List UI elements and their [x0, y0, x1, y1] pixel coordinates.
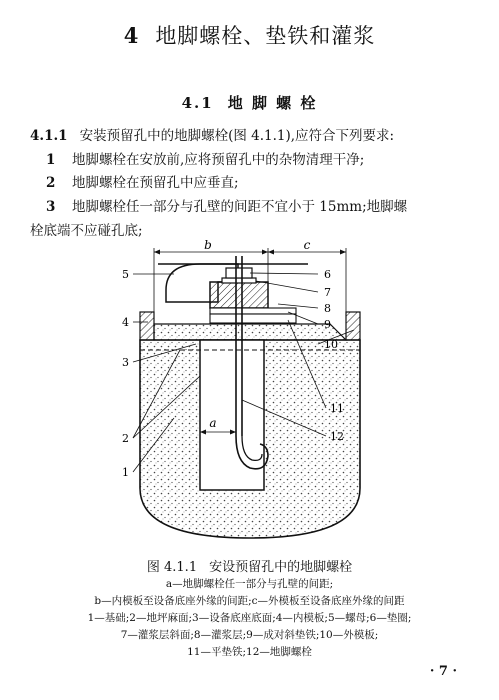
figure-caption-title — [0, 556, 499, 575]
callout-2: 2 — [122, 432, 129, 445]
callout-4: 4 — [122, 316, 129, 329]
list-item — [46, 198, 470, 217]
dimension-label-c: c — [303, 240, 311, 252]
callout-10: 10 — [324, 338, 338, 351]
item-text: 地脚螺栓在预留孔中应垂直; — [72, 175, 239, 191]
flat-shim — [210, 314, 296, 323]
section-title — [0, 92, 499, 113]
clause-text: 安装预留孔中的地脚螺栓(图 4.1.1),应符合下列要求: — [79, 128, 395, 144]
chapter-number: 4 — [123, 23, 140, 48]
clause-4-1-1 — [30, 127, 470, 146]
item-continuation: 栓底端不应碰孔底; — [30, 223, 143, 239]
list-item — [46, 151, 470, 170]
chapter-title-text: 地脚螺栓、垫铁和灌浆 — [155, 24, 376, 48]
callout-1: 1 — [122, 466, 129, 479]
item-number: 2 — [46, 175, 56, 191]
caption-line: b—内模板至设备底座外缘的间距;c—外模板至设备底座外缘的间距 — [94, 595, 405, 607]
figure-number: 图 4.1.1 — [146, 560, 198, 575]
caption-line: 1—基础;2—地坪麻面;3—设备底座底面;4—内模板;5—螺母;6—垫圈; — [87, 612, 412, 624]
grout-layer — [154, 324, 346, 340]
nut — [226, 268, 252, 278]
callout-9: 9 — [324, 318, 331, 331]
dimension-label-b: b — [204, 240, 212, 252]
figure-title: 安设预留孔中的地脚螺栓 — [209, 560, 353, 575]
section-title-text: 地 脚 螺 栓 — [227, 94, 318, 112]
item-number: 1 — [46, 152, 56, 168]
outer-formwork — [346, 312, 360, 340]
section-number: 4.1 — [181, 94, 214, 112]
paired-wedge-shim — [210, 308, 296, 314]
callout-6: 6 — [324, 268, 331, 281]
inner-formwork — [140, 312, 154, 340]
callout-8: 8 — [324, 302, 331, 315]
callout-12: 12 — [330, 430, 344, 443]
bolt-hole — [200, 340, 264, 490]
item-text: 地脚螺栓任一部分与孔壁的间距不宜小于 15mm;地脚螺 — [72, 199, 408, 215]
page-number: · 7 · — [429, 664, 457, 679]
list-item — [46, 174, 470, 193]
caption-line: a—地脚螺栓任一部分与孔壁的间距; — [165, 578, 334, 590]
callout-3: 3 — [122, 356, 129, 369]
washer — [222, 278, 256, 283]
callout-11: 11 — [330, 402, 344, 415]
caption-line: 11—平垫铁;12—地脚螺栓 — [187, 646, 312, 658]
callout-5: 5 — [122, 268, 129, 281]
item-text: 地脚螺栓在安放前,应将预留孔中的杂物清理干净; — [72, 152, 365, 168]
callout-7: 7 — [324, 286, 331, 299]
anchor-bolt-figure — [118, 240, 418, 550]
equipment-base-flange — [210, 282, 268, 308]
chapter-title — [0, 20, 499, 50]
dimension-label-a: a — [209, 416, 217, 430]
clause-number: 4.1.1 — [30, 128, 68, 144]
item-number: 3 — [46, 199, 56, 215]
caption-line: 7—灌浆层斜面;8—灌浆层;9—成对斜垫铁;10—外模板; — [120, 629, 379, 641]
